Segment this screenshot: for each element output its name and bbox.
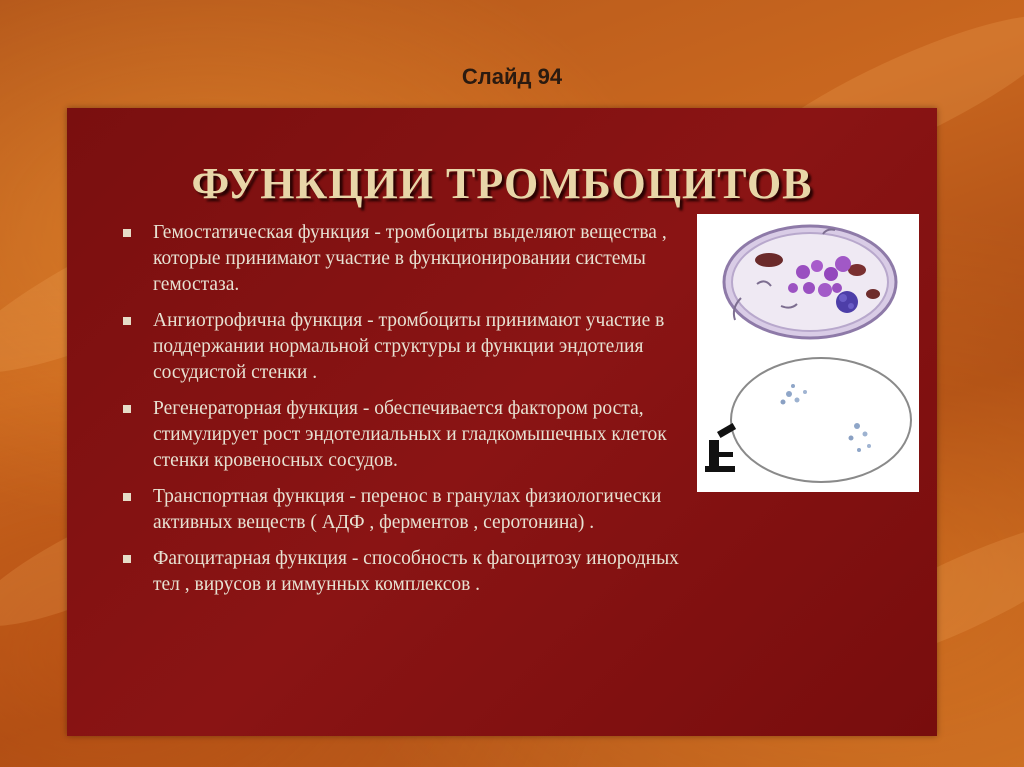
- microscope-icon: [705, 423, 736, 472]
- bullet-square-icon: [123, 229, 131, 237]
- list-item-text: Ангиотрофична функция - тромбоциты принимают участие в поддержании нормальной структуры и функции эндотелия сосудистой стенки .: [153, 310, 665, 383]
- slide-title: ФУНКЦИИ ТРОМБОЦИТОВ: [191, 159, 813, 208]
- list-item-text: Гемостатическая функция - тромбоциты выделяют вещества , которые принимают участие в функционировании системы гемостаза.: [153, 222, 667, 295]
- bullet-square-icon: [123, 555, 131, 563]
- list-item: [121, 220, 701, 298]
- slide-label: Слайд 94: [461, 64, 563, 89]
- list-item-text: Фагоцитарная функция - способность к фагоцитозу инородных тел , вирусов и иммунных комплексов .: [153, 548, 679, 595]
- blood-smear-microscope-illustration: [731, 358, 911, 482]
- list-item-text: Транспортная функция - перенос в гранулах физиологически активных веществ ( АДФ , ферментов , серотонина) .: [153, 486, 662, 533]
- list-item: [121, 396, 701, 474]
- platelet-figure-svg: [697, 214, 919, 492]
- platelet-figure: [697, 214, 919, 492]
- bullet-square-icon: [123, 493, 131, 501]
- bullet-square-icon: [123, 317, 131, 325]
- bullet-square-icon: [123, 405, 131, 413]
- list-item: [121, 546, 701, 598]
- list-item: [121, 308, 701, 386]
- content-panel: [67, 108, 937, 736]
- list-item-text: Регенераторная функция - обеспечивается фактором роста, стимулирует рост эндотелиальных и гладкомышечных клеток стенки кровеносных сосудов.: [153, 398, 667, 471]
- platelet-cell-illustration: [724, 226, 896, 338]
- bullet-list: [121, 220, 701, 608]
- list-item: [121, 484, 701, 536]
